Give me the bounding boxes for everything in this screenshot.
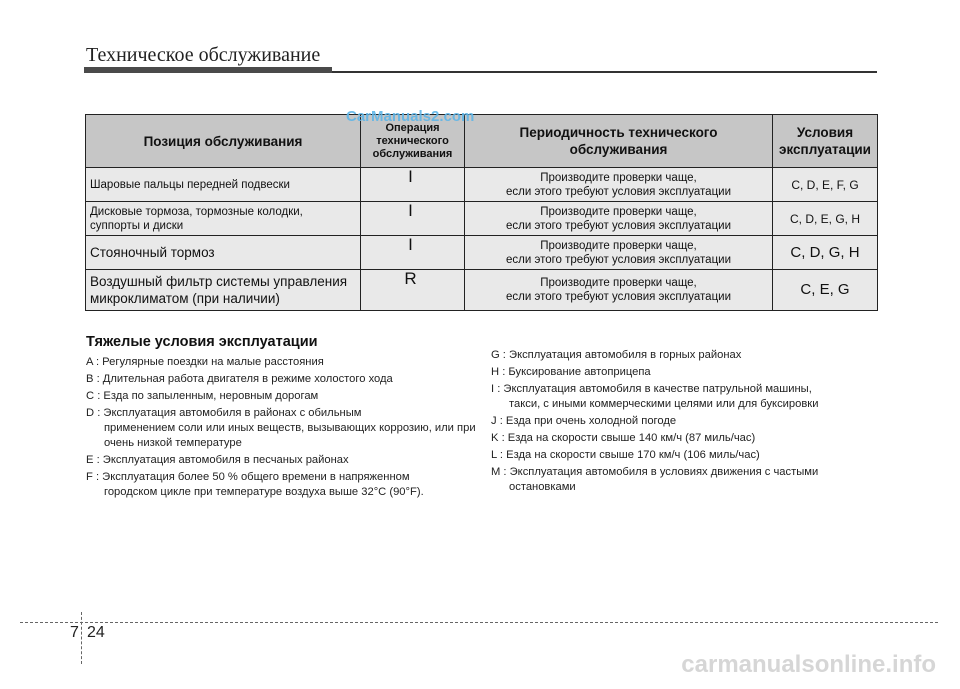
table-row	[86, 236, 878, 270]
chapter-number: 7	[70, 624, 79, 641]
condition-item: H : Буксирование автоприцепа	[491, 366, 651, 378]
row-conditions: C, D, G, H	[773, 236, 878, 270]
row-conditions: C, D, E, G, H	[773, 202, 878, 236]
condition-item: D : Эксплуатация автомобиля в районах с обильным применением соли или иных веществ, вызывающих коррозию, или при очень низкой температуре	[86, 407, 476, 449]
maintenance-table	[85, 114, 878, 311]
row-item: Шаровые пальцы передней подвески	[86, 168, 361, 202]
page-number-divider	[81, 612, 82, 664]
table-row	[86, 270, 878, 311]
table-header-row	[86, 115, 878, 168]
row-interval: Производите проверки чаще, если этого требуют условия эксплуатации	[465, 270, 773, 311]
row-conditions: C, D, E, F, G	[773, 168, 878, 202]
page-number: 24	[87, 624, 105, 641]
condition-item: A : Регулярные поездки на малые расстояния	[86, 356, 324, 368]
row-operation: I	[361, 168, 465, 202]
condition-item: K : Езда на скорости свыше 140 км/ч (87 миль/час)	[491, 432, 756, 444]
table-row	[86, 168, 878, 202]
header-position: Позиция обслуживания	[86, 115, 361, 168]
conditions-list-right	[491, 348, 881, 497]
row-item: Воздушный фильтр системы управления микроклиматом (при наличии)	[86, 270, 361, 311]
row-interval: Производите проверки чаще, если этого требуют условия эксплуатации	[465, 202, 773, 236]
condition-item: I : Эксплуатация автомобиля в качестве патрульной машины, такси, с иными коммерческими целями или для буксировки	[491, 383, 819, 410]
condition-item: M : Эксплуатация автомобиля в условиях движения с частыми остановками	[491, 466, 819, 493]
header-conditions: Условия эксплуатации	[773, 115, 878, 168]
condition-item: E : Эксплуатация автомобиля в песчаных районах	[86, 454, 349, 466]
row-operation: I	[361, 236, 465, 270]
row-interval: Производите проверки чаще, если этого требуют условия эксплуатации	[465, 236, 773, 270]
row-item: Стояночный тормоз	[86, 236, 361, 270]
condition-item: G : Эксплуатация автомобиля в горных районах	[491, 349, 742, 361]
table-row	[86, 202, 878, 236]
condition-item: F : Эксплуатация более 50 % общего времени в напряженном городском цикле при температуре воздуха выше 32°C (90°F).	[86, 471, 424, 498]
footer-watermark: carmanualsonline.info	[681, 651, 936, 678]
conditions-heading: Тяжелые условия эксплуатации	[86, 334, 318, 350]
header-operation: Операция технического обслуживания	[361, 115, 465, 168]
row-conditions: C, E, G	[773, 270, 878, 311]
conditions-list-left	[86, 355, 481, 502]
row-item: Дисковые тормоза, тормозные колодки, суппорты и диски	[86, 202, 361, 236]
watermark-text: CarManuals2.com	[346, 108, 475, 125]
condition-item: L : Езда на скорости свыше 170 км/ч (106 миль/час)	[491, 449, 760, 461]
header-interval: Периодичность технического обслуживания	[465, 115, 773, 168]
page-title: Техническое обслуживание	[86, 44, 321, 66]
header-rule-thin	[332, 71, 877, 73]
condition-item: J : Езда при очень холодной погоде	[491, 415, 677, 427]
row-operation: I	[361, 202, 465, 236]
condition-item: C : Езда по запыленным, неровным дорогам	[86, 390, 319, 402]
condition-item: B : Длительная работа двигателя в режиме холостого хода	[86, 373, 393, 385]
row-operation: R	[361, 270, 465, 311]
footer-divider-line	[20, 622, 938, 623]
row-interval: Производите проверки чаще, если этого требуют условия эксплуатации	[465, 168, 773, 202]
header-rule-thick	[84, 67, 332, 73]
